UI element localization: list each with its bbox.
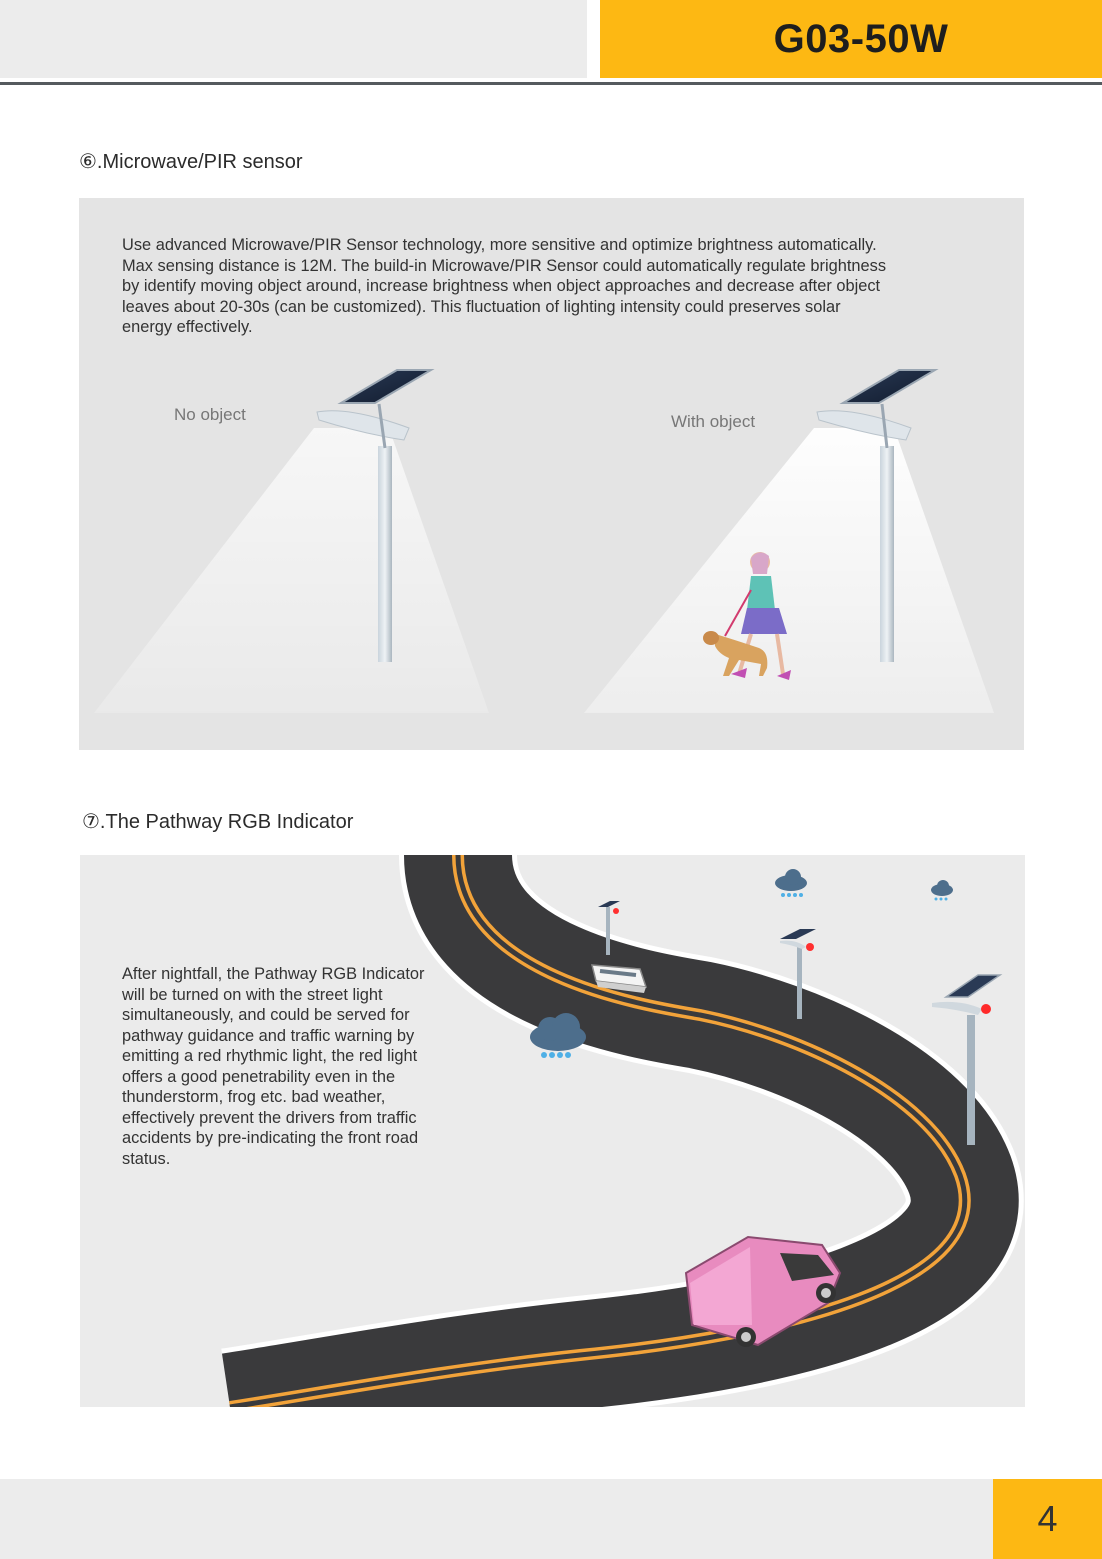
pathway-description-line: thunderstorm, frog etc. bad weather, <box>122 1088 386 1106</box>
pathway-description <box>122 964 482 1169</box>
sensor-description-line: by identify moving object around, increase brightness when object approaches and decrease after object <box>122 277 881 295</box>
model-banner <box>600 0 1102 78</box>
street-light-with-object <box>584 370 994 713</box>
sensor-description <box>122 235 1002 338</box>
pathway-description-line: offers a good penetrability even in the <box>122 1067 396 1086</box>
pathway-description-line: emitting a red rhythmic light, the red light <box>122 1047 418 1065</box>
pathway-description-line: status. <box>122 1149 171 1168</box>
page-number: 4 <box>1037 1498 1058 1539</box>
rain-cloud-tiny-icon <box>931 880 953 901</box>
section-7-title: ⑦.The Pathway RGB Indicator <box>82 811 354 833</box>
street-light-no-object <box>94 370 489 713</box>
rain-cloud-small-icon <box>775 869 807 897</box>
footer-bar <box>0 1479 1102 1559</box>
pathway-description-line: effectively prevent the drivers from traffic <box>122 1108 417 1127</box>
header-divider <box>0 82 1102 85</box>
label-with-object: With object <box>671 412 756 431</box>
pathway-description-line: accidents by pre-indicating the front road <box>122 1129 419 1147</box>
sensor-description-line: leaves about 20-30s (can be customized). This fluctuation of lighting intensity could preserves solar <box>122 297 841 316</box>
sensor-description-line: energy effectively. <box>122 318 253 336</box>
label-no-object: No object <box>174 405 246 424</box>
page-number-box <box>993 1479 1102 1559</box>
sensor-description-line: Max sensing distance is 12M. The build-in Microwave/PIR Sensor could automatically regulate brightness <box>122 256 887 275</box>
pathway-description-line: After nightfall, the Pathway RGB Indicator <box>122 965 425 983</box>
pathway-description-line: will be turned on with the street light <box>122 985 383 1004</box>
model-title: G03-50W <box>773 16 949 61</box>
header-left-bar <box>0 0 587 78</box>
pathway-description-line: simultaneously, and could be served for <box>122 1006 410 1024</box>
pathway-description-line: pathway guidance and traffic warning by <box>122 1026 415 1045</box>
section-6-title: ⑥.Microwave/PIR sensor <box>79 151 303 173</box>
sensor-description-line: Use advanced Microwave/PIR Sensor technology, more sensitive and optimize brightness automatically. <box>122 236 877 254</box>
